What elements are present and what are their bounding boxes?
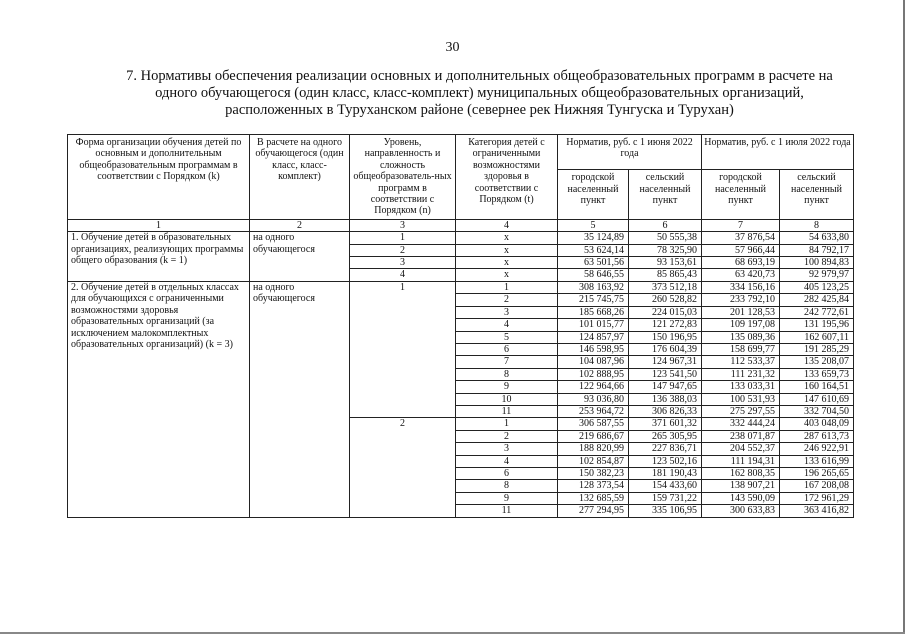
col-num: 2 bbox=[250, 219, 350, 231]
norm-value-cell: 308 163,92 bbox=[558, 281, 629, 293]
norm-value-cell: 215 745,75 bbox=[558, 294, 629, 306]
category-cell: 3 bbox=[456, 443, 558, 455]
norm-value-cell: 35 124,89 bbox=[558, 232, 629, 244]
norm-value-cell: 100 531,93 bbox=[702, 393, 780, 405]
category-cell: 1 bbox=[456, 418, 558, 430]
level-cell: 3 bbox=[350, 257, 456, 269]
header-category: Категория детей с ограниченными возможностями здоровья в соответствии с Порядком (t) bbox=[456, 135, 558, 220]
page-number: 30 bbox=[445, 40, 460, 55]
norm-value-cell: 132 685,59 bbox=[558, 492, 629, 504]
norm-value-cell: 37 876,54 bbox=[702, 232, 780, 244]
norm-value-cell: 265 305,95 bbox=[629, 430, 702, 442]
norm-value-cell: 85 865,43 bbox=[629, 269, 702, 281]
category-cell: х bbox=[456, 244, 558, 256]
norm-value-cell: 57 966,44 bbox=[702, 244, 780, 256]
norm-value-cell: 124 857,97 bbox=[558, 331, 629, 343]
category-cell: 11 bbox=[456, 505, 558, 517]
level-cell: 1 bbox=[350, 232, 456, 244]
norm-value-cell: 201 128,53 bbox=[702, 306, 780, 318]
norm-value-cell: 112 533,37 bbox=[702, 356, 780, 368]
norm-value-cell: 135 089,36 bbox=[702, 331, 780, 343]
norm-value-cell: 133 616,99 bbox=[780, 455, 854, 467]
header-urban-july: городской населенный пункт bbox=[702, 170, 780, 220]
category-cell: 7 bbox=[456, 356, 558, 368]
header-calc: В расчете на одного обучающегося (один класс, класс-комплект) bbox=[250, 135, 350, 220]
norm-value-cell: 111 231,32 bbox=[702, 368, 780, 380]
header-rural-july: сельский населенный пункт bbox=[780, 170, 854, 220]
header-form: Форма организации обучения детей по основным и дополнительным общеобразовательным программам в соответствии с Порядком (k) bbox=[68, 135, 250, 220]
norm-value-cell: 133 033,31 bbox=[702, 381, 780, 393]
category-cell: 2 bbox=[456, 294, 558, 306]
norm-value-cell: 93 036,80 bbox=[558, 393, 629, 405]
category-cell: 3 bbox=[456, 306, 558, 318]
norm-value-cell: 93 153,61 bbox=[629, 257, 702, 269]
header-row bbox=[68, 135, 854, 170]
header-norm-july: Норматив, руб. с 1 июля 2022 года bbox=[702, 135, 854, 170]
category-cell: 2 bbox=[456, 430, 558, 442]
norm-value-cell: 102 854,87 bbox=[558, 455, 629, 467]
group1-form-cell: 1. Обучение детей в образовательных организациях, реализующих программы общего образования (k = 1) bbox=[68, 232, 250, 282]
category-cell: х bbox=[456, 232, 558, 244]
norm-value-cell: 154 433,60 bbox=[629, 480, 702, 492]
norm-value-cell: 219 686,67 bbox=[558, 430, 629, 442]
level-cell: 4 bbox=[350, 269, 456, 281]
col-num: 1 bbox=[68, 219, 250, 231]
norm-value-cell: 238 071,87 bbox=[702, 430, 780, 442]
level-cell: 2 bbox=[350, 244, 456, 256]
norm-value-cell: 124 967,31 bbox=[629, 356, 702, 368]
level-cell: 2 bbox=[350, 418, 456, 517]
norm-value-cell: 233 792,10 bbox=[702, 294, 780, 306]
level-cell: 1 bbox=[350, 281, 456, 417]
norm-value-cell: 246 922,91 bbox=[780, 443, 854, 455]
category-cell: 6 bbox=[456, 467, 558, 479]
norm-value-cell: 371 601,32 bbox=[629, 418, 702, 430]
norm-value-cell: 121 272,83 bbox=[629, 319, 702, 331]
header-urban-june: городской населенный пункт bbox=[558, 170, 629, 220]
norm-value-cell: 253 964,72 bbox=[558, 405, 629, 417]
norm-value-cell: 158 699,77 bbox=[702, 343, 780, 355]
norm-value-cell: 133 659,73 bbox=[780, 368, 854, 380]
norm-value-cell: 159 731,22 bbox=[629, 492, 702, 504]
norm-value-cell: 102 888,95 bbox=[558, 368, 629, 380]
norm-value-cell: 138 907,21 bbox=[702, 480, 780, 492]
col-num: 5 bbox=[558, 219, 629, 231]
norm-value-cell: 84 792,17 bbox=[780, 244, 854, 256]
norm-value-cell: 275 297,55 bbox=[702, 405, 780, 417]
norm-value-cell: 363 416,82 bbox=[780, 505, 854, 517]
norm-value-cell: 63 420,73 bbox=[702, 269, 780, 281]
category-cell: 4 bbox=[456, 455, 558, 467]
norm-value-cell: 68 693,19 bbox=[702, 257, 780, 269]
norm-value-cell: 335 106,95 bbox=[629, 505, 702, 517]
col-num: 4 bbox=[456, 219, 558, 231]
norm-value-cell: 185 668,26 bbox=[558, 306, 629, 318]
norm-value-cell: 135 208,07 bbox=[780, 356, 854, 368]
group2-form-cell: 2. Обучение детей в отдельных классах для обучающихся с ограниченными возможностями здоровья образовательных организаций (за исключением малокомплектных образовательных организаций) (k = 3) bbox=[68, 281, 250, 517]
norm-value-cell: 196 265,65 bbox=[780, 467, 854, 479]
norm-value-cell: 123 502,16 bbox=[629, 455, 702, 467]
header-norm-june: Норматив, руб. с 1 июня 2022 года bbox=[558, 135, 702, 170]
norm-value-cell: 143 590,09 bbox=[702, 492, 780, 504]
category-cell: 11 bbox=[456, 405, 558, 417]
norm-value-cell: 146 598,95 bbox=[558, 343, 629, 355]
category-cell: 9 bbox=[456, 381, 558, 393]
norm-value-cell: 160 164,51 bbox=[780, 381, 854, 393]
norm-value-cell: 162 808,35 bbox=[702, 467, 780, 479]
norm-value-cell: 111 194,31 bbox=[702, 455, 780, 467]
norm-value-cell: 300 633,83 bbox=[702, 505, 780, 517]
norm-value-cell: 147 610,69 bbox=[780, 393, 854, 405]
norm-value-cell: 122 964,66 bbox=[558, 381, 629, 393]
norm-value-cell: 373 512,18 bbox=[629, 281, 702, 293]
norm-value-cell: 92 979,97 bbox=[780, 269, 854, 281]
norm-value-cell: 403 048,09 bbox=[780, 418, 854, 430]
norm-value-cell: 78 325,90 bbox=[629, 244, 702, 256]
norm-value-cell: 277 294,95 bbox=[558, 505, 629, 517]
norm-value-cell: 306 826,33 bbox=[629, 405, 702, 417]
norm-value-cell: 123 541,50 bbox=[629, 368, 702, 380]
norm-value-cell: 50 555,38 bbox=[629, 232, 702, 244]
norm-value-cell: 136 388,03 bbox=[629, 393, 702, 405]
norm-value-cell: 58 646,55 bbox=[558, 269, 629, 281]
category-cell: 9 bbox=[456, 492, 558, 504]
category-cell: 8 bbox=[456, 480, 558, 492]
col-num: 8 bbox=[780, 219, 854, 231]
norm-value-cell: 405 123,25 bbox=[780, 281, 854, 293]
category-cell: 4 bbox=[456, 319, 558, 331]
norm-value-cell: 63 501,56 bbox=[558, 257, 629, 269]
header-level: Уровень, направленность и сложность общеобразователь-ных программ в соответствии с Порядком (n) bbox=[350, 135, 456, 220]
norm-value-cell: 150 196,95 bbox=[629, 331, 702, 343]
norm-value-cell: 181 190,43 bbox=[629, 467, 702, 479]
norm-value-cell: 176 604,39 bbox=[629, 343, 702, 355]
norm-value-cell: 287 613,73 bbox=[780, 430, 854, 442]
category-cell: 8 bbox=[456, 368, 558, 380]
norm-value-cell: 131 195,96 bbox=[780, 319, 854, 331]
group1-calc-cell: на одного обучающегося bbox=[250, 232, 350, 282]
column-number-row bbox=[68, 219, 854, 231]
norm-value-cell: 150 382,23 bbox=[558, 467, 629, 479]
norm-value-cell: 242 772,61 bbox=[780, 306, 854, 318]
norm-value-cell: 53 624,14 bbox=[558, 244, 629, 256]
norm-value-cell: 334 156,16 bbox=[702, 281, 780, 293]
category-cell: х bbox=[456, 269, 558, 281]
norms-table bbox=[67, 134, 854, 518]
norm-value-cell: 332 444,24 bbox=[702, 418, 780, 430]
table-row bbox=[68, 232, 854, 244]
norm-value-cell: 204 552,37 bbox=[702, 443, 780, 455]
norm-value-cell: 332 704,50 bbox=[780, 405, 854, 417]
table-row bbox=[68, 281, 854, 293]
col-num: 7 bbox=[702, 219, 780, 231]
col-num: 6 bbox=[629, 219, 702, 231]
header-rural-june: сельский населенный пункт bbox=[629, 170, 702, 220]
norm-value-cell: 188 820,99 bbox=[558, 443, 629, 455]
norm-value-cell: 191 285,29 bbox=[780, 343, 854, 355]
norm-value-cell: 224 015,03 bbox=[629, 306, 702, 318]
norm-value-cell: 172 961,29 bbox=[780, 492, 854, 504]
norm-value-cell: 282 425,84 bbox=[780, 294, 854, 306]
group2-calc-cell: на одного обучающегося bbox=[250, 281, 350, 517]
section-heading: 7. Нормативы обеспечения реализации основных и дополнительных общеобразовательных программ в расчете на одного обучающегося (один класс, класс-комплект) муниципальных общеобразовательных организаций, расположенных в Туруханском районе (севернее рек Нижняя Тунгуска и Турухан) bbox=[126, 68, 833, 118]
col-num: 3 bbox=[350, 219, 456, 231]
norm-value-cell: 109 197,08 bbox=[702, 319, 780, 331]
norm-value-cell: 227 836,71 bbox=[629, 443, 702, 455]
norm-value-cell: 128 373,54 bbox=[558, 480, 629, 492]
category-cell: 10 bbox=[456, 393, 558, 405]
category-cell: х bbox=[456, 257, 558, 269]
category-cell: 6 bbox=[456, 343, 558, 355]
norm-value-cell: 260 528,82 bbox=[629, 294, 702, 306]
norm-value-cell: 100 894,83 bbox=[780, 257, 854, 269]
norm-value-cell: 167 208,08 bbox=[780, 480, 854, 492]
norm-value-cell: 54 633,80 bbox=[780, 232, 854, 244]
norm-value-cell: 101 015,77 bbox=[558, 319, 629, 331]
norm-value-cell: 162 607,11 bbox=[780, 331, 854, 343]
norm-value-cell: 104 087,96 bbox=[558, 356, 629, 368]
norm-value-cell: 306 587,55 bbox=[558, 418, 629, 430]
norm-value-cell: 147 947,65 bbox=[629, 381, 702, 393]
category-cell: 5 bbox=[456, 331, 558, 343]
category-cell: 1 bbox=[456, 281, 558, 293]
